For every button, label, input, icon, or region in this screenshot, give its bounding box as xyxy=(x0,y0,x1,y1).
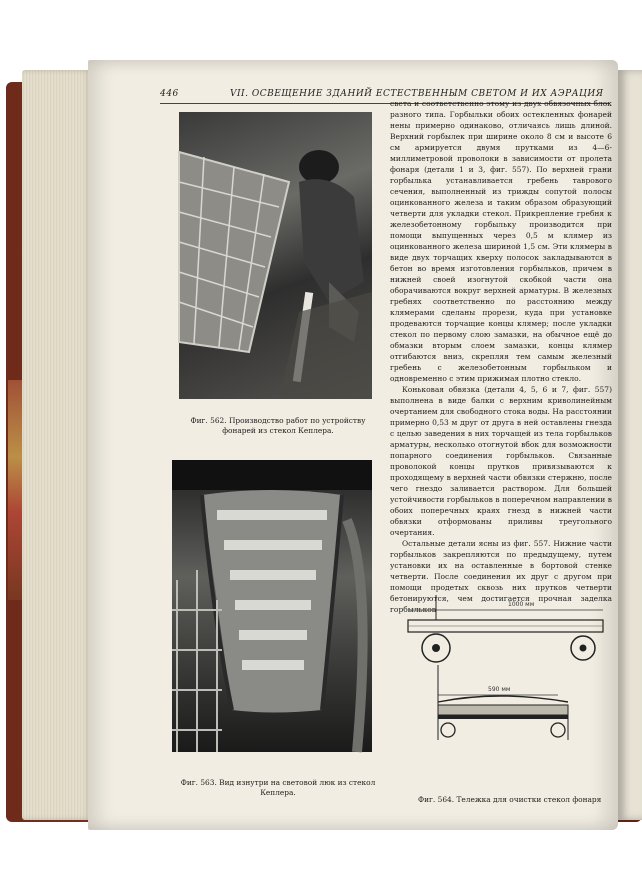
page-number: 446 xyxy=(160,89,179,99)
figure-562-caption xyxy=(183,416,373,435)
figure-562-photo xyxy=(179,112,372,399)
book-page xyxy=(88,60,618,830)
figure-563-label: Фиг. 563. xyxy=(180,778,217,787)
page-edges xyxy=(22,70,92,820)
figure-564-label: Фиг. 564. xyxy=(418,795,455,804)
figure-564-caption xyxy=(418,795,618,805)
running-head: VII. ОСВЕЩЕНИЕ ЗДАНИЙ ЕСТЕСТВЕННЫМ СВЕТОМ И ИХ АЭРАЦИЯ xyxy=(230,89,604,99)
right-page-edge xyxy=(618,70,642,820)
figure-562-label: Фиг. 562. xyxy=(190,416,227,425)
dimension-label-bottom: 590 мм xyxy=(488,686,511,693)
dimension-label-top: 1000 мм xyxy=(508,601,535,608)
figure-563-text: Вид изнутри на световой люк из стекол Кеплера. xyxy=(219,778,376,797)
figure-562-drawing xyxy=(179,112,372,399)
figure-563-photo xyxy=(172,460,372,752)
figure-563-caption xyxy=(178,778,378,797)
figure-562-text: Производство работ по устройству фонарей из стекол Кеплера. xyxy=(222,416,366,435)
paragraph-3: Остальные детали ясны из фиг. 557. Нижние части горбыльков закрепляются по предыдущему, путем установки их на оставленные в бортовой стенке четверти. После соединения их друг с другом при помощи продетых сквозь них прутков четверти бетонируются, чем достигается прочная заделка горбыльков xyxy=(390,539,612,614)
figure-563-drawing xyxy=(172,460,372,752)
paragraph-2: Коньковая обвязка (детали 4, 5, 6 и 7, фиг. 557) выполнена в виде балки с верхним криволинейным очертанием для свободного стока воды. На расстоянии примерно 0,53 м друг от друга в ней оставлены гнезда с целью заведения в них торчащей из тела горбыльков арматуры, несколько отогнутой вбок для возможности попарного соединения горбыльков. Связанные проволокой концы прутков привязываются к проходящему в верхней части обвязки стержню, после чего гнездо заливается раствором. Для большей устойчивости горбыльков в поперечном направлении в обоих поперечных краях гнезд в нижней части обвязки отформованы приливы треугольного очертания. xyxy=(390,385,612,537)
paragraph-1: света и соответственно этому из двух обвязочных блок разного типа. Горбыльки обоих остекленных фонарей нены примерно одинаково, отличаясь лишь длиной. Верхний горбылек при ширине около 8 см и высоте 6 см армируется двумя прутками из 4—6-миллиметровой проволоки в зависимости от пролета фонаря (детали 1 и 3, фиг. 557). По верхней грани горбылька устанавливается гребень таврового сечения, выполненный из трижды сопутой полосы оцинкованного железа и таким образом образующий четверти для укладки стекол. Прикрепление гребня к железобетонному горбыльку производится при помощи выпущенных через 0,5 м клямер из оцинкованного железа шириной 1,5 см. Эти клямеры в виде двух торчащих кверху полосок закладываются в бетон во время изготовления горбыльков, причем в нижней своей изогнутой скобкой части она оборачиваются вокруг верхней арматуры. В железных гребнях соответственно по расстоянию между клямерами сделаны прорези, куда при установке продеваются торчащие концы клямер; после укладки стекол по первому слою замазки, на обычное ещё до обмазки вторым слоем замазки, концы клямер отгибаются вниз, скрепляя тем самым железный гребень с железобетонным горбыльком и одновременно с этим прижимая плотно стекло. xyxy=(390,99,612,383)
figure-564-text: Тележка для очистки стекол фонаря xyxy=(456,795,602,804)
cart-platform xyxy=(438,705,568,715)
figure-564-drawing xyxy=(398,590,613,790)
